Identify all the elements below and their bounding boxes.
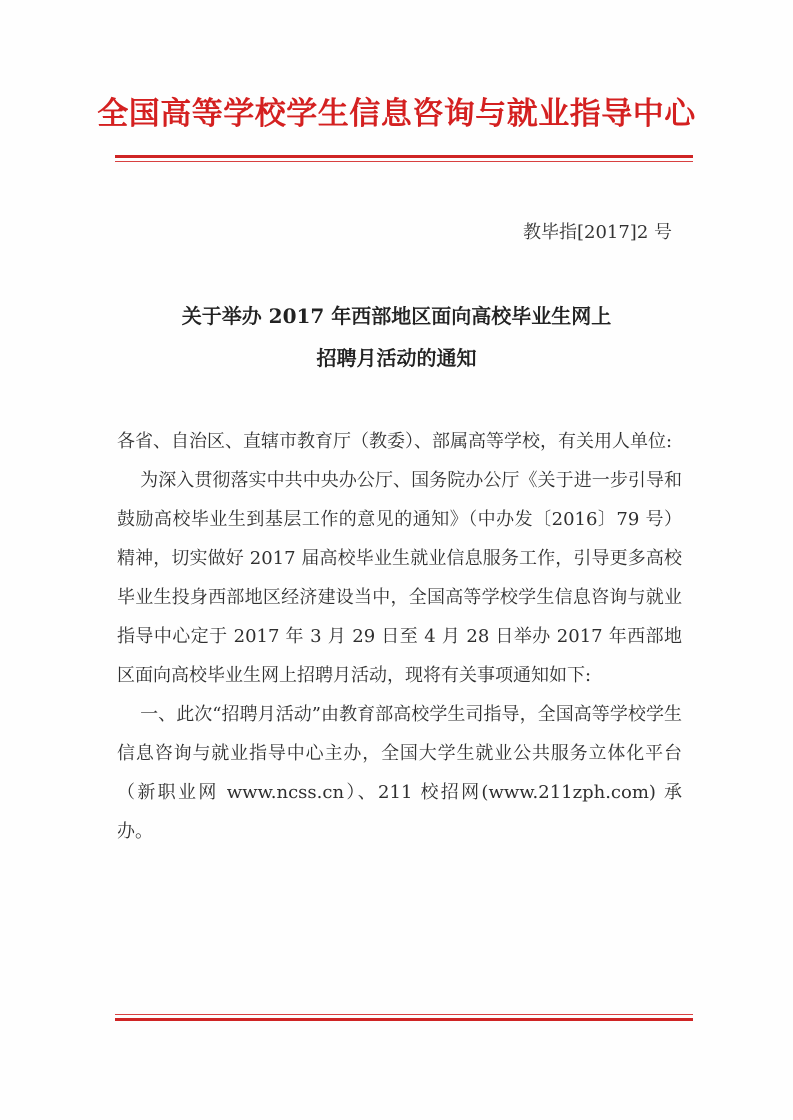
footer-divider-thick bbox=[115, 1018, 693, 1021]
header-divider-thick bbox=[115, 155, 693, 158]
header-divider-thin bbox=[115, 161, 693, 162]
body-paragraph-1: 为深入贯彻落实中共中央办公厅、国务院办公厅《关于进一步引导和鼓励高校毕业生到基层工作的意见的通知》（中办发〔2016〕79 号）精神，切实做好 2017 届高校毕业生就业信息服务工作，引导更多高校毕业生投身西部地区经济建设当中，全国高等学校学生信息咨询与就业指导中心定于 2017 年 3 月 29 日至 4 月 28 日举办 2017 年西部地区面向高校毕业生网上招聘月活动，现将有关事项通知如下: bbox=[117, 470, 683, 686]
footer-divider-thin bbox=[115, 1014, 693, 1015]
issuing-organization-header: 全国高等学校学生信息咨询与就业指导中心 bbox=[97, 96, 696, 132]
document-body bbox=[117, 422, 682, 851]
document-number: 教毕指[2017]2 号 bbox=[522, 222, 672, 243]
salutation: 各省、自治区、直辖市教育厅（教委）、部属高等学校，有关用人单位: bbox=[117, 431, 673, 452]
document-title-line-2: 招聘月活动的通知 bbox=[316, 346, 477, 370]
document-title-line-1: 关于举办 2017 年西部地区面向高校毕业生网上 bbox=[181, 304, 612, 328]
body-paragraph-2: 一、此次“招聘月活动”由教育部高校学生司指导，全国高等学校学生信息咨询与就业指导中心主办，全国大学生就业公共服务立体化平台（新职业网 www.ncss.cn）、211 校招网(www.211zph.com) 承办。 bbox=[117, 704, 682, 842]
